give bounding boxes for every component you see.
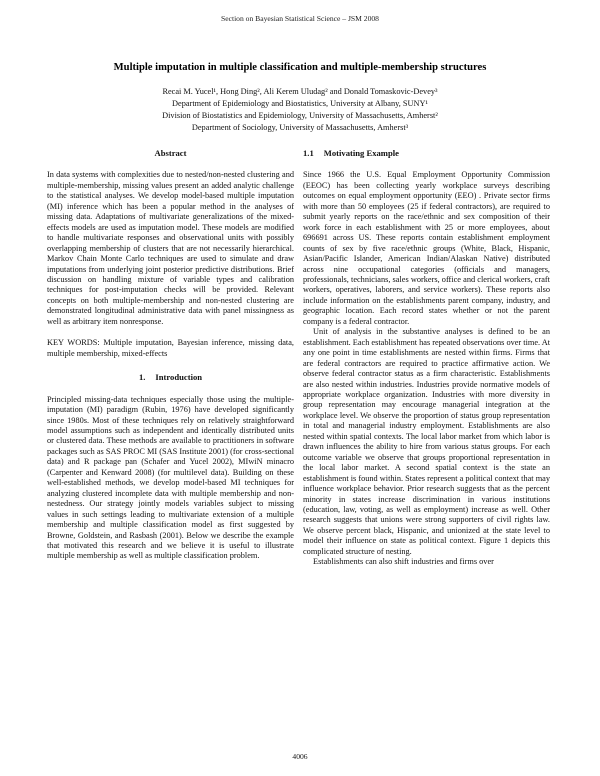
- section-number: 1.: [138, 372, 146, 383]
- keywords: KEY WORDS: Multiple imputation, Bayesian inference, missing data, multiple membership, mixed-effects: [47, 338, 294, 358]
- left-column: [47, 148, 294, 562]
- running-head: Section on Bayesian Statistical Science – JSM 2008: [221, 14, 379, 23]
- right-column: [303, 148, 550, 568]
- motivating-paragraph-1: Since 1966 the U.S. Equal Employment Opportunity Commission (EEOC) has been collecting yearly workplace surveys describing outcomes on equal employment opportunity (EEO) . Private sector firms with more than 50 employees (25 if federal contractors), are required to submit yearly reports on the race/ethnic and sex composition of their work force in each establishment with 25 or more employees, about 696691 across US. These reports contain establishment employment counts of sex by five race/ethnic groups (White, Black, Hispanic, Asian/Pacific Islander, American Indian/Alaskan Native) distributed across nine occupational categories (officials and managers, professionals, technicians, sales workers, office and clerical workers, craft workers, operatives, laborers, and service workers). These reports also include information on the establishments parent company, industry, and geographic location. Each record states whether or not the parent company is a federal contractor.: [303, 170, 550, 326]
- affiliation-3: Department of Sociology, University of Massachusetts, Amherst³: [191, 123, 409, 133]
- section-title: Motivating Example: [323, 148, 399, 158]
- author-line: Recai M. Yucel¹, Hong Ding², Ali Kerem Uludag² and Donald Tomaskovic-Devey³: [162, 87, 438, 96]
- section-heading-motivating-example: [303, 148, 550, 158]
- section-title: Introduction: [155, 372, 203, 383]
- section-number: 1.1: [303, 148, 314, 158]
- motivating-paragraph-2: Unit of analysis in the substantive analyses is defined to be an establishment. Each establishment has repeated observations over time. At any one point in time establishments are nested within firms. Firms that are federal contractors are required to practice affirmative action. We observe federal contractor status as a firm characteristic. Establishments are also nested within industries. Industries provide normative models of appropriate workplace organization. Industries with more diversity in group representation may encourage managerial integration at the workplace level. We observe the proportion of status group representation in total and managerial industry employment. Establishments are also nested within spatial contexts. The local labor market from which labor is drawn influences the ability to hire from various status groups. For each outcome variable we observe that groups proportional representation in the local labor market. A second spatial context is the state an establishment is found within. States represent a political context that may influence workplace behavior. Prior research suggests that as the percent minority in states increase discrimination in various institutions (education, law, voting, as well as employment) increase as well. Other research suggests that unions were strong supporters of civil rights law. We observe percent black, Hispanic, and unionized at the state level to model their influence on state as political context. Figure 1 depicts this complicated structure of nesting.: [303, 327, 550, 556]
- affiliation-1: Department of Epidemiology and Biostatistics, University at Albany, SUNY¹: [172, 99, 428, 109]
- author-block: [0, 86, 600, 134]
- motivating-paragraph-3: Establishments can also shift industries and firms over: [313, 557, 494, 567]
- abstract-heading: Abstract: [154, 148, 187, 158]
- page-number: 4006: [292, 752, 308, 761]
- introduction-paragraph: Principled missing-data techniques especially those using the multiple-imputation (MI) paradigm (Rubin, 1976) have developed significantly since 1980s. Most of these techniques rely on relatively straightforward model assumptions such as independent and identically distributed units or clustered data. These methods are available to practitioners in software packages such as SAS PROC MI (SAS Institute 2001) (for cross-sectional data) and R package pan (Schafer and Yucel 2002), MIwiN minacro (Carpenter and Kenward 2008) (for multilevel data). Building on these well-established methods, we develop model-based MI techniques for analyzing clustered incomplete data with multiple membership and non-nestedness. Our strategy jointly models variables subject to missing values in such settings leading to multivariate extension of a multiple membership and multiple classification model as first suggested by Browne, Goldstein, and Rasbash (2001). Below we describe the example that motivated this research and we believe it is useful to illustrate multiple membership as well as multiple classification problem.: [47, 394, 294, 561]
- abstract-text: In data systems with complexities due to nested/non-nested clustering and multiple-membership, missing values present an added analytic challenge to the statistical analyses. We develop model-based multiple imputation (MI) inference which has been a popular method in the analyses of missing data. Adaptations of multivariate generalizations of the mixed-effects models are used as imputation model. These models are modified to handle multivariate responses and observational units with possibly overlapping membership of clusters that are not necessarily hierarchical. Markov Chain Monte Carlo techniques are used to simulate and draw imputations from underlying joint posterior predictive distributions. Brief discussion on handling mixture of variable types and calibration techniques for post-imputation checks will be provided. Relevant concepts on both multiple-membership and non-nested clustering are demonstrated longitudinal administrative data with panel missingness as well as arbitrary item nonresponse.: [47, 170, 294, 326]
- affiliation-2: Division of Biostatistics and Epidemiology, University of Massachusetts, Amherst²: [162, 111, 438, 121]
- paper-title: Multiple imputation in multiple classification and multiple-membership structures: [113, 62, 487, 73]
- section-heading-introduction: [47, 372, 294, 382]
